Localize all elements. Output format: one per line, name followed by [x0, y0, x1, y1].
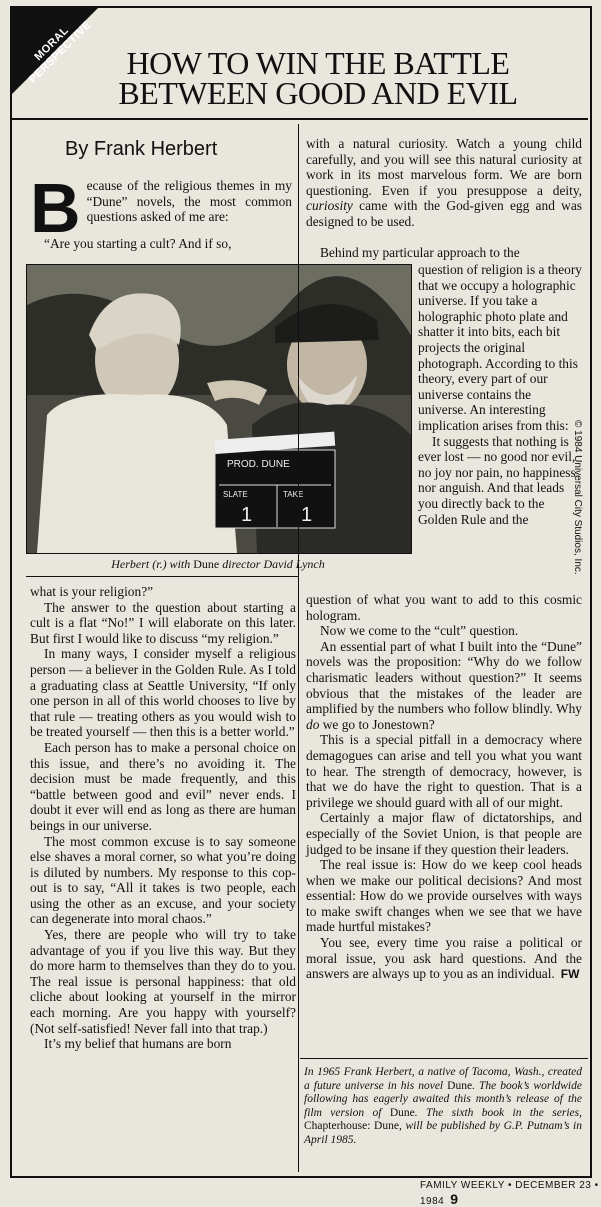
behind-paragraph-lead: Behind my particular approach to the	[320, 245, 520, 260]
excuse-paragraph: The most common excuse is to say someone else shaves a moral corner, so what you’re doing is diluted by numbers. My response to this cop-out is to say, “All it takes is two people, each using the other as an excuse, and your society can degenerate into moral chaos.”	[30, 833, 296, 927]
suggests-paragraph: It suggests that nothing is ever lost — no good nor evil, no joy nor pain, no happiness nor anguish. And that leads you directly back to the Golden Rule and the	[418, 433, 576, 527]
clapboard	[215, 432, 336, 528]
photo-illustration	[27, 265, 411, 553]
clapboard-title: PROD. DUNE	[227, 459, 290, 470]
photo-caption: Herbert (r.) with Dune director David Lynch	[111, 557, 325, 571]
bio-rule	[300, 1058, 588, 1059]
svg-text:1: 1	[241, 504, 253, 526]
closing-paragraph: You see, every time you raise a political or moral issue, you ask hard questions. And the answers are always up to you as an individual. FW	[306, 935, 582, 982]
author-bio: In 1965 Frank Herbert, a native of Tacoma, Wash., created a future universe in his novel Dune. The book’s worldwide following has eagerly awaited this month’s release of the film version of Dune. The sixth book in the series, Chapterhouse: Dune, will be published by G.P. Putnam’s in April 1985.	[304, 1066, 583, 1146]
pitfall-paragraph: This is a special pitfall in a democracy where demagogues can arise and tell you what you want to hear. The strength of democracy, however, is that we do have the right to question. That is a privilege we should guard with all of our might.	[306, 732, 582, 810]
clapboard-slate: SLATE	[223, 490, 248, 499]
caption-rule	[26, 576, 298, 577]
intro-column	[30, 169, 292, 252]
clapboard-take: TAKE	[283, 490, 304, 499]
answer-paragraph: The answer to the question about starting a cult is a flat “No!” I will elaborate on this later. But first I would like to discuss “my religion.”	[30, 599, 296, 646]
religious-person-paragraph: In many ways, I consider myself a religious person — a believer in the Golden Rule. As I told a graduating class at Seattle University, “If only one person in all of this world chooses to live by that rule — treating others as you would wish to be treated yourself — then this is a better world.”	[30, 646, 296, 740]
choice-paragraph: Each person has to make a personal choice on this issue, and there’s no avoiding it. The decision must be made frequently, and this “battle between good and evil” never ends. I doubt it ever will end as long as there are human beings in our universe.	[30, 739, 296, 833]
page-number: 9	[450, 1191, 459, 1207]
holographic-lead	[306, 245, 582, 261]
column-divider	[298, 124, 299, 1172]
headline-line-2: BETWEEN GOOD AND EVIL	[118, 75, 518, 111]
holographic-narrow	[418, 262, 582, 527]
page-footer	[420, 1180, 601, 1207]
drop-cap: B	[30, 169, 81, 247]
left-column-body	[30, 584, 296, 1052]
byline: By Frank Herbert	[65, 138, 218, 160]
yes-paragraph: Yes, there are people who will try to take advantage of you if you live this way. But they do more harm to themselves than they do to you. The real issue is personal happiness: that old cliche about looking at yourself in the mirror each morning. Are you happy with yourself? (Not self-satisfied! Never fall into that trap.)	[30, 927, 296, 1036]
belief-paragraph: It’s my belief that humans are born	[44, 1036, 232, 1052]
behind-paragraph: question of religion is a theory that we occupy a holographic universe. If you take a holographic photo plate and shatter it into bits, each bit projects the original photograph. According to this theory, every part of our universe contains the universe. An interesting implication arises from this:	[418, 262, 583, 433]
headline-line-1: HOW TO WIN THE BATTLE	[126, 45, 510, 81]
hologram-continuation: question of what you want to add to this cosmic hologram.	[306, 592, 582, 623]
real-issue-paragraph: The real issue is: How do we keep cool heads when we make our political decisions? And most essential: How do we provide ourselves with ways to make swift changes when we see that we have made hurtful mistakes?	[306, 857, 582, 935]
intro-question: “Are you starting a cult? And if so,	[44, 236, 232, 251]
religion-question: what is your religion?”	[30, 584, 154, 599]
svg-text:1: 1	[301, 504, 313, 526]
publication-line: FAMILY WEEKLY • DECEMBER 23 • 1984	[420, 1180, 599, 1207]
curiosity-paragraph: with a natural curiosity. Watch a young child carefully, and you will see this natural curiosity at work in its most marvelous form. We are born questioning. Even if you presuppose a deity, curiosity came with the God-given egg and was designed to be used.	[306, 136, 582, 229]
signature-mark: FW	[560, 967, 580, 982]
photo-herbert-lynch	[26, 264, 412, 554]
essential-paragraph: An essential part of what I built into the “Dune” novels was the proposition: “Why do we follow charismatic leaders without question?” It seems obvious that the mistakes of the leader are amplified by the numbers who follow blindly. Why do we go to Jonestown?	[306, 638, 582, 732]
right-column-top	[306, 136, 582, 230]
right-column-body	[306, 592, 582, 983]
flaw-paragraph: Certainly a major flaw of dictatorships, and especially of the Soviet Union, is that people are judged to be insane if they question their leaders.	[306, 810, 582, 857]
headline-rule	[12, 118, 588, 120]
photo-credit: © 1984 Universal City Studios, Inc.	[572, 420, 583, 575]
cult-paragraph: Now we come to the “cult” question.	[320, 623, 519, 639]
intro-paragraph: Because of the religious themes in my “Dune” novels, the most common questions asked of me are:	[30, 169, 292, 247]
banner-label: MORAL PERSPECTIVE	[26, 18, 94, 86]
headline	[68, 45, 568, 111]
